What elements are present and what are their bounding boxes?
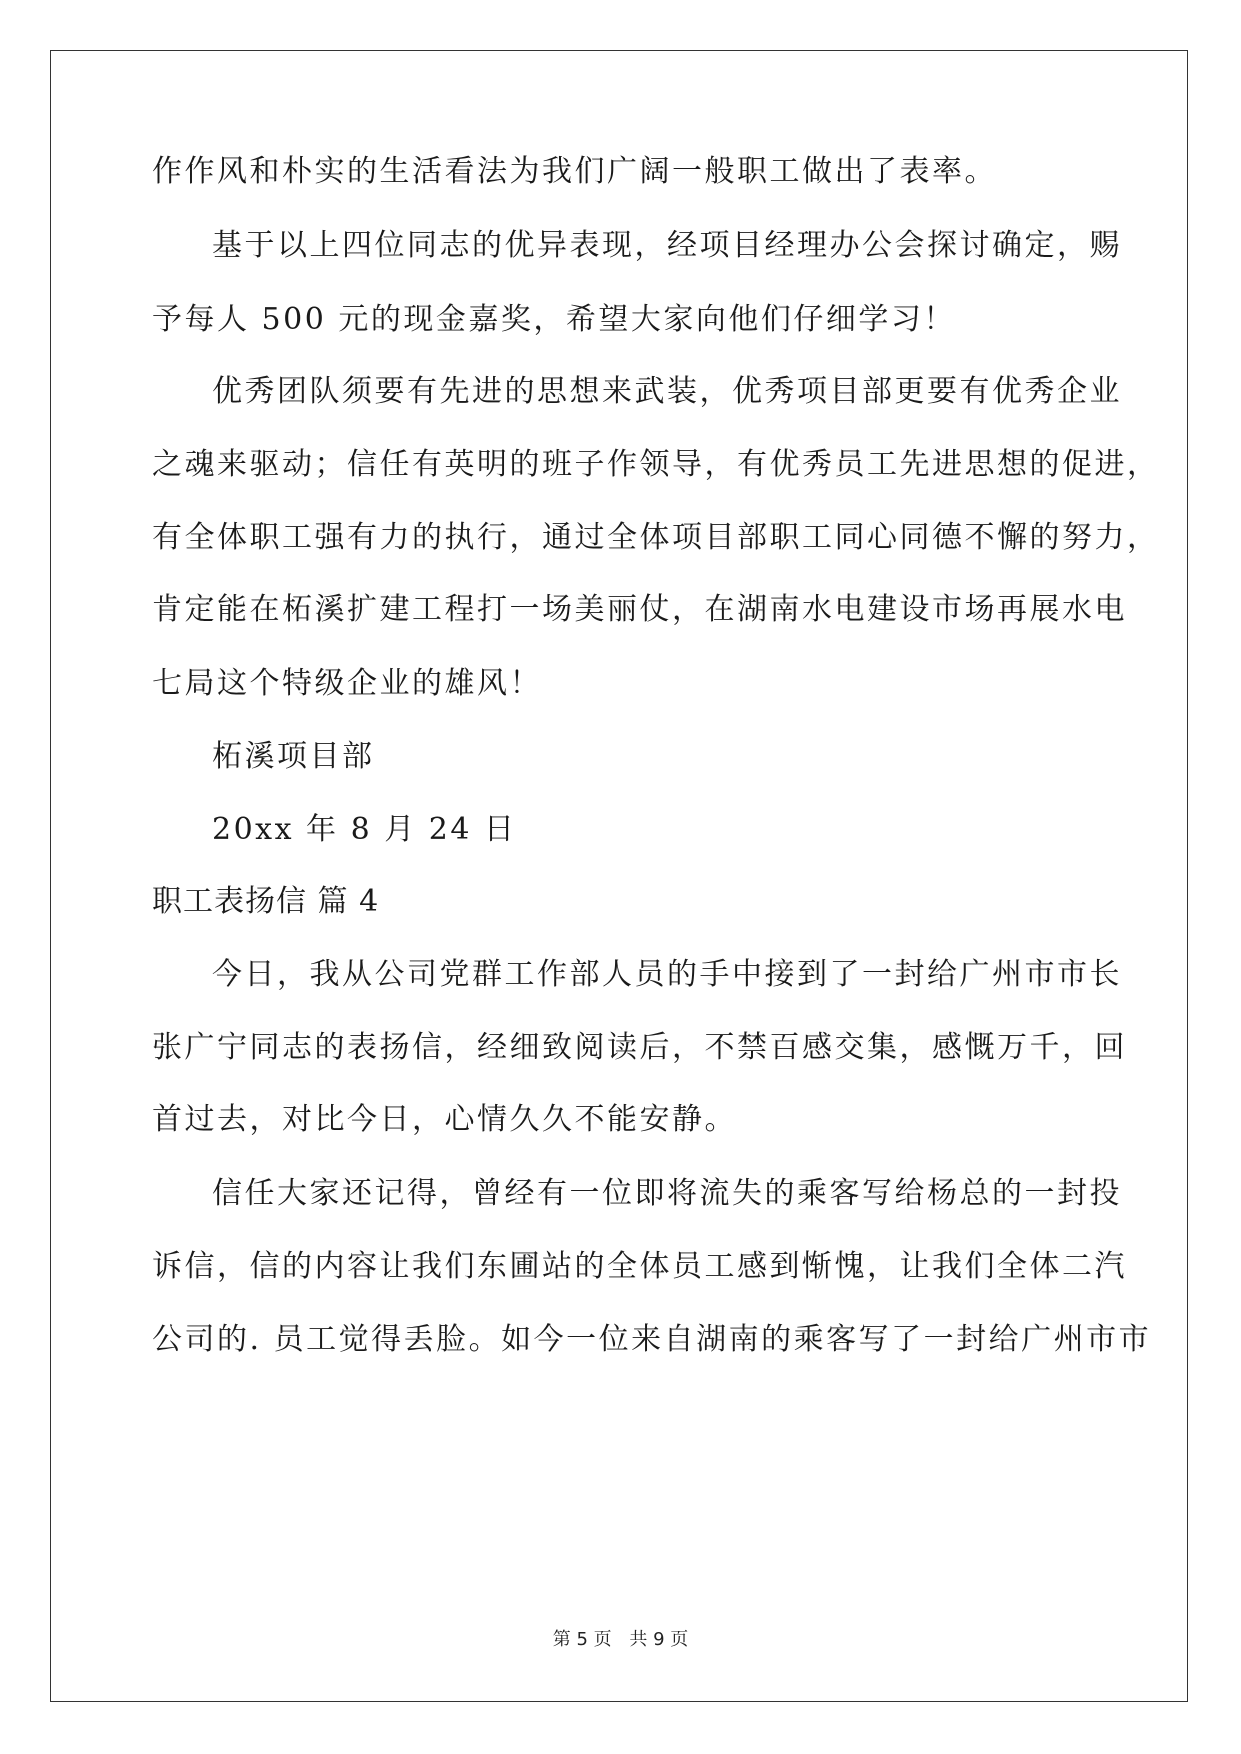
text-line: 作作风和朴实的生活看法为我们广阔一般职工做出了表率。 <box>152 154 997 189</box>
page-footer <box>0 1628 1241 1652</box>
text-line: 诉信，信的内容让我们东圃站的全体员工感到惭愧，让我们全体二汽 <box>152 1249 1127 1284</box>
text-line: 优秀团队须要有先进的思想来武装，优秀项目部更要有优秀企业 <box>212 374 1122 409</box>
page-total: 共 9 页 <box>629 1629 689 1650</box>
page-border <box>50 50 1188 1702</box>
text-line: 之魂来驱动；信任有英明的班子作领导，有优秀员工先进思想的促进， <box>152 447 1160 482</box>
text-line: 七局这个特级企业的雄风！ <box>152 666 542 701</box>
text-line: 公司的. 员工觉得丢脸。如今一位来自湖南的乘客写了一封给广州市市 <box>152 1322 1152 1357</box>
text-line: 今日，我从公司党群工作部人员的手中接到了一封给广州市市长 <box>212 957 1122 992</box>
text-line: 信任大家还记得，曾经有一位即将流失的乘客写给杨总的一封投 <box>212 1176 1122 1211</box>
text-line: 基于以上四位同志的优异表现，经项目经理办公会探讨确定，赐 <box>212 228 1122 263</box>
text-line: 予每人 500 元的现金嘉奖，希望大家向他们仔细学习！ <box>152 302 956 337</box>
signature-org: 柘溪项目部 <box>212 739 375 774</box>
text-line: 有全体职工强有力的执行，通过全体项目部职工同心同德不懈的努力， <box>152 520 1160 555</box>
text-line: 张广宁同志的表扬信，经细致阅读后，不禁百感交集，感慨万千，回 <box>152 1030 1127 1065</box>
section-heading: 职工表扬信 篇 4 <box>152 884 380 919</box>
signature-date: 20xx 年 8 月 24 日 <box>212 812 517 847</box>
page-number: 第 5 页 <box>552 1629 612 1650</box>
text-line: 首过去，对比今日，心情久久不能安静。 <box>152 1102 737 1137</box>
text-line: 肯定能在柘溪扩建工程打一场美丽仗，在湖南水电建设市场再展水电 <box>152 592 1127 627</box>
